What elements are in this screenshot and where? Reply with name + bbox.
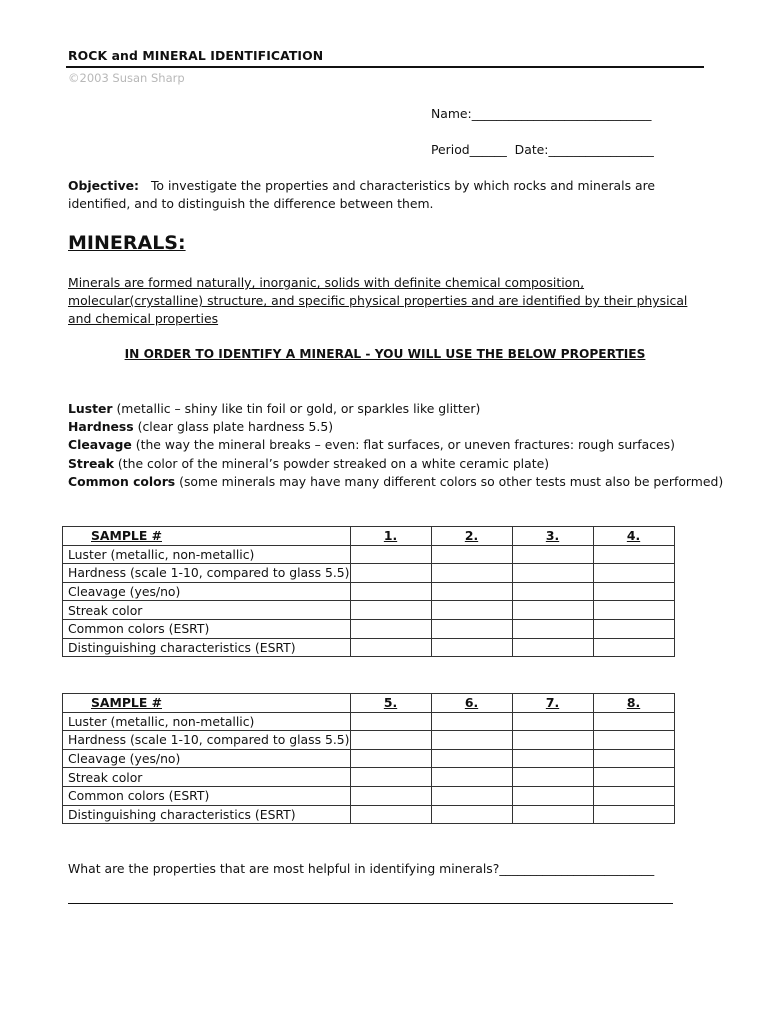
answer-cell[interactable] bbox=[512, 749, 593, 768]
table-row bbox=[63, 601, 675, 620]
answer-cell[interactable] bbox=[593, 786, 674, 805]
answer-cell[interactable] bbox=[512, 786, 593, 805]
answer-cell[interactable] bbox=[350, 805, 431, 824]
answer-cell[interactable] bbox=[350, 749, 431, 768]
table-row bbox=[63, 805, 675, 824]
copyright-notice: ©2003 Susan Sharp bbox=[68, 71, 185, 85]
sample-number-header: SAMPLE # bbox=[63, 527, 351, 546]
answer-cell[interactable] bbox=[593, 582, 674, 601]
minerals-heading: MINERALS: bbox=[68, 232, 186, 254]
row-label: Luster (metallic, non-metallic) bbox=[63, 712, 351, 731]
minerals-definition: Minerals are formed naturally, inorganic, solids with definite chemical composition, molecular(crystalline) structure, and specific physical properties and are identified by their physical and chemical properties bbox=[68, 275, 688, 326]
answer-cell[interactable] bbox=[512, 768, 593, 787]
answer-cell[interactable] bbox=[431, 786, 512, 805]
answer-cell[interactable] bbox=[350, 564, 431, 583]
answer-cell[interactable] bbox=[512, 619, 593, 638]
answer-cell[interactable] bbox=[512, 601, 593, 620]
property-term: Hardness bbox=[68, 419, 134, 435]
answer-cell[interactable] bbox=[431, 805, 512, 824]
answer-cell[interactable] bbox=[593, 545, 674, 564]
table-row bbox=[63, 619, 675, 638]
table-row bbox=[63, 582, 675, 601]
table-row bbox=[63, 545, 675, 564]
property-desc: (the color of the mineral’s powder streaked on a white ceramic plate) bbox=[113, 455, 550, 471]
answer-cell[interactable] bbox=[431, 545, 512, 564]
document-title: ROCK and MINERAL IDENTIFICATION bbox=[68, 48, 324, 63]
table-header-row bbox=[63, 694, 675, 713]
sample-column-header: 2. bbox=[431, 527, 512, 546]
answer-cell[interactable] bbox=[593, 768, 674, 787]
property-item-cleavage bbox=[68, 436, 718, 454]
sample-column-header: 1. bbox=[350, 527, 431, 546]
answer-cell[interactable] bbox=[431, 601, 512, 620]
title-rule bbox=[66, 66, 704, 68]
name-field[interactable]: Name:_____________________________ bbox=[431, 106, 652, 121]
answer-cell[interactable] bbox=[431, 619, 512, 638]
sample-table-2 bbox=[62, 693, 675, 824]
objective-text: To investigate the properties and characteristics by which rocks and minerals are identified, and to distinguish the difference between them. bbox=[68, 178, 656, 211]
property-term: Cleavage bbox=[68, 437, 132, 453]
row-label: Cleavage (yes/no) bbox=[63, 582, 351, 601]
table-row bbox=[63, 786, 675, 805]
answer-cell[interactable] bbox=[593, 619, 674, 638]
sample-column-header: 5. bbox=[350, 694, 431, 713]
answer-cell[interactable] bbox=[350, 712, 431, 731]
answer-cell[interactable] bbox=[350, 638, 431, 657]
sample-column-header: 4. bbox=[593, 527, 674, 546]
sample-column-header: 8. bbox=[593, 694, 674, 713]
answer-cell[interactable] bbox=[350, 731, 431, 750]
period-date-field[interactable]: Period______ Date:_________________ bbox=[431, 142, 654, 157]
sample-column-header: 7. bbox=[512, 694, 593, 713]
row-label: Common colors (ESRT) bbox=[63, 786, 351, 805]
row-label: Streak color bbox=[63, 601, 351, 620]
answer-cell[interactable] bbox=[593, 564, 674, 583]
answer-cell[interactable] bbox=[593, 805, 674, 824]
property-term: Common colors bbox=[68, 473, 176, 489]
sample-column-header: 3. bbox=[512, 527, 593, 546]
answer-cell[interactable] bbox=[512, 805, 593, 824]
property-desc: (clear glass plate hardness 5.5) bbox=[133, 419, 334, 435]
property-desc: (the way the mineral breaks – even: flat surfaces, or uneven fractures: rough surfaces) bbox=[131, 437, 675, 453]
answer-cell[interactable] bbox=[431, 712, 512, 731]
sample-number-header: SAMPLE # bbox=[63, 694, 351, 713]
table-row bbox=[63, 638, 675, 657]
property-item-hardness bbox=[68, 418, 718, 436]
row-label: Hardness (scale 1-10, compared to glass 5.5) bbox=[63, 731, 351, 750]
answer-cell[interactable] bbox=[512, 545, 593, 564]
answer-cell[interactable] bbox=[431, 749, 512, 768]
answer-cell[interactable] bbox=[593, 731, 674, 750]
property-item-streak bbox=[68, 455, 718, 473]
answer-cell[interactable] bbox=[350, 619, 431, 638]
row-label: Common colors (ESRT) bbox=[63, 619, 351, 638]
properties-list bbox=[68, 400, 724, 491]
table-row bbox=[63, 564, 675, 583]
objective-label: Objective: bbox=[68, 178, 140, 193]
property-item-common-colors bbox=[68, 473, 724, 491]
answer-cell[interactable] bbox=[593, 712, 674, 731]
table-header-row bbox=[63, 527, 675, 546]
instruction-heading: IN ORDER TO IDENTIFY A MINERAL - YOU WILL USE THE BELOW PROPERTIES bbox=[124, 347, 646, 361]
answer-cell[interactable] bbox=[431, 768, 512, 787]
answer-cell[interactable] bbox=[431, 638, 512, 657]
row-label: Distinguishing characteristics (ESRT) bbox=[63, 805, 351, 824]
answer-cell[interactable] bbox=[593, 601, 674, 620]
answer-cell[interactable] bbox=[350, 601, 431, 620]
objective-paragraph bbox=[68, 177, 708, 213]
answer-cell[interactable] bbox=[593, 638, 674, 657]
answer-cell[interactable] bbox=[512, 564, 593, 583]
table-row bbox=[63, 768, 675, 787]
sample-column-header: 6. bbox=[431, 694, 512, 713]
property-term: Luster bbox=[68, 401, 113, 416]
answer-cell[interactable] bbox=[350, 545, 431, 564]
answer-cell[interactable] bbox=[350, 582, 431, 601]
row-label: Luster (metallic, non-metallic) bbox=[63, 545, 351, 564]
property-desc: (some minerals may have many different colors so other tests must also be performed) bbox=[175, 473, 724, 489]
row-label: Hardness (scale 1-10, compared to glass 5.5) bbox=[63, 564, 351, 583]
row-label: Cleavage (yes/no) bbox=[63, 749, 351, 768]
answer-cell[interactable] bbox=[512, 712, 593, 731]
property-term: Streak bbox=[68, 455, 114, 471]
answer-cell[interactable] bbox=[350, 786, 431, 805]
row-label: Streak color bbox=[63, 768, 351, 787]
table-row bbox=[63, 712, 675, 731]
answer-cell[interactable] bbox=[512, 582, 593, 601]
answer-line[interactable] bbox=[68, 903, 673, 904]
answer-cell[interactable] bbox=[431, 582, 512, 601]
question-prompt: What are the properties that are most helpful in identifying minerals?_________________________ bbox=[68, 861, 655, 876]
answer-cell[interactable] bbox=[431, 731, 512, 750]
sample-table-1 bbox=[62, 526, 675, 657]
answer-cell[interactable] bbox=[593, 749, 674, 768]
answer-cell[interactable] bbox=[512, 638, 593, 657]
answer-cell[interactable] bbox=[512, 731, 593, 750]
property-desc: (metallic – shiny like tin foil or gold, or sparkles like glitter) bbox=[112, 401, 481, 416]
answer-cell[interactable] bbox=[431, 564, 512, 583]
row-label: Distinguishing characteristics (ESRT) bbox=[63, 638, 351, 657]
table-row bbox=[63, 731, 675, 750]
answer-cell[interactable] bbox=[350, 768, 431, 787]
table-row bbox=[63, 749, 675, 768]
property-item-luster bbox=[68, 400, 718, 418]
